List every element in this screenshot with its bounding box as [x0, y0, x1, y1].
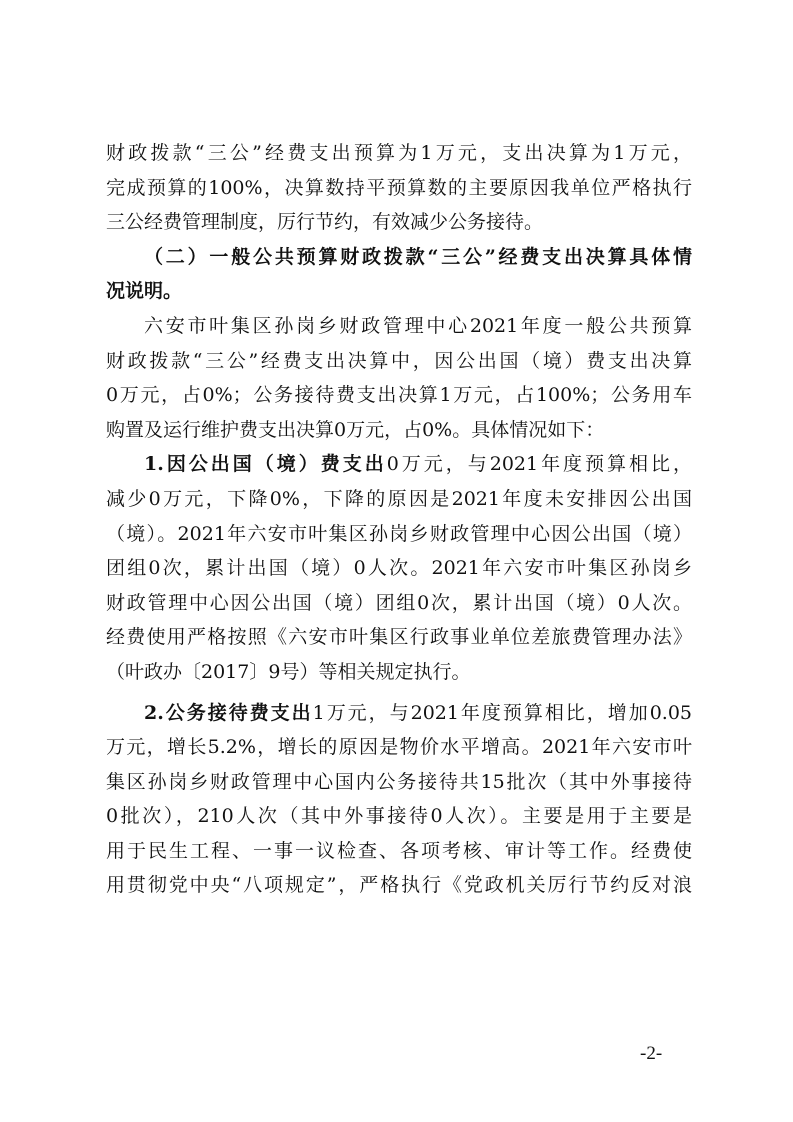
heading-line: （二）一般公共预算财政拨款“三公”经费支出决算具体情: [144, 245, 692, 268]
text-line: 0批次），210人次（其中外事接待0人次）。主要是用于主要是: [106, 805, 692, 828]
paragraph-sangong-overview: [106, 136, 692, 240]
text-line: 集区孙岗乡财政管理中心国内公务接待共15批次（其中外事接待: [106, 770, 692, 793]
text-line: （境）。2021年六安市叶集区孙岗乡财政管理中心因公出国（境）: [106, 522, 692, 545]
text-line: 0万元，占0%；公务接待费支出决算1万元，占100%；公务用车: [106, 384, 692, 407]
paragraph-official-reception: [106, 696, 692, 904]
text-line: 团组0次，累计出国（境）0人次。2021年六安市叶集区孙岗乡: [106, 557, 692, 580]
text-line: （叶政办〔2017〕9号）等相关规定执行。: [106, 660, 471, 683]
page-number: -2-: [640, 1043, 663, 1064]
text-line: 用于民生工程、一事一议检查、各项考核、审计等工作。经费使: [106, 839, 692, 862]
heading-line: 况说明。: [106, 280, 183, 303]
text-line: [106, 696, 692, 731]
section-heading: [106, 240, 692, 309]
text-line: 完成预算的100%，决算数持平预算数的主要原因我单位严格执行: [106, 176, 692, 199]
text-span: 1万元，与2021年度预算相比，增加0.05: [312, 701, 692, 724]
text-line: [106, 447, 692, 482]
text-line: 财政拨款“三公”经费支出决算中，因公出国（境）费支出决算: [106, 349, 692, 372]
paragraph-overseas-travel: [106, 447, 692, 689]
text-line: 用贯彻党中央“八项规定”，严格执行《党政机关厉行节约反对浪: [106, 874, 692, 897]
text-line: 财政管理中心因公出国（境）团组0次，累计出国（境）0人次。: [106, 591, 692, 614]
document-body: [106, 136, 692, 903]
item-heading: 2.公务接待费支出: [144, 701, 313, 724]
item-heading: 1.因公出国（境）费支出: [144, 453, 387, 476]
text-line: 财政拨款“三公”经费支出预算为1万元，支出决算为1万元，: [106, 142, 692, 164]
text-line: 购置及运行维护费支出决算0万元，占0%。具体情况如下：: [106, 418, 605, 441]
text-line: 减少0万元，下降0%，下降的原因是2021年度未安排因公出国: [106, 487, 692, 510]
text-line: 经费使用严格按照《六安市叶集区行政事业单位差旅费管理办法》: [106, 626, 692, 649]
paragraph-expenditure-summary: [106, 309, 692, 447]
text-line: 万元，增长5.2%，增长的原因是物价水平增高。2021年六安市叶: [106, 736, 692, 759]
text-line: 三公经费管理制度，厉行节约，有效减少公务接待。: [106, 211, 544, 234]
text-span: 0万元，与2021年度预算相比，: [386, 453, 692, 476]
text-line: 六安市叶集区孙岗乡财政管理中心2021年度一般公共预算: [144, 314, 692, 337]
